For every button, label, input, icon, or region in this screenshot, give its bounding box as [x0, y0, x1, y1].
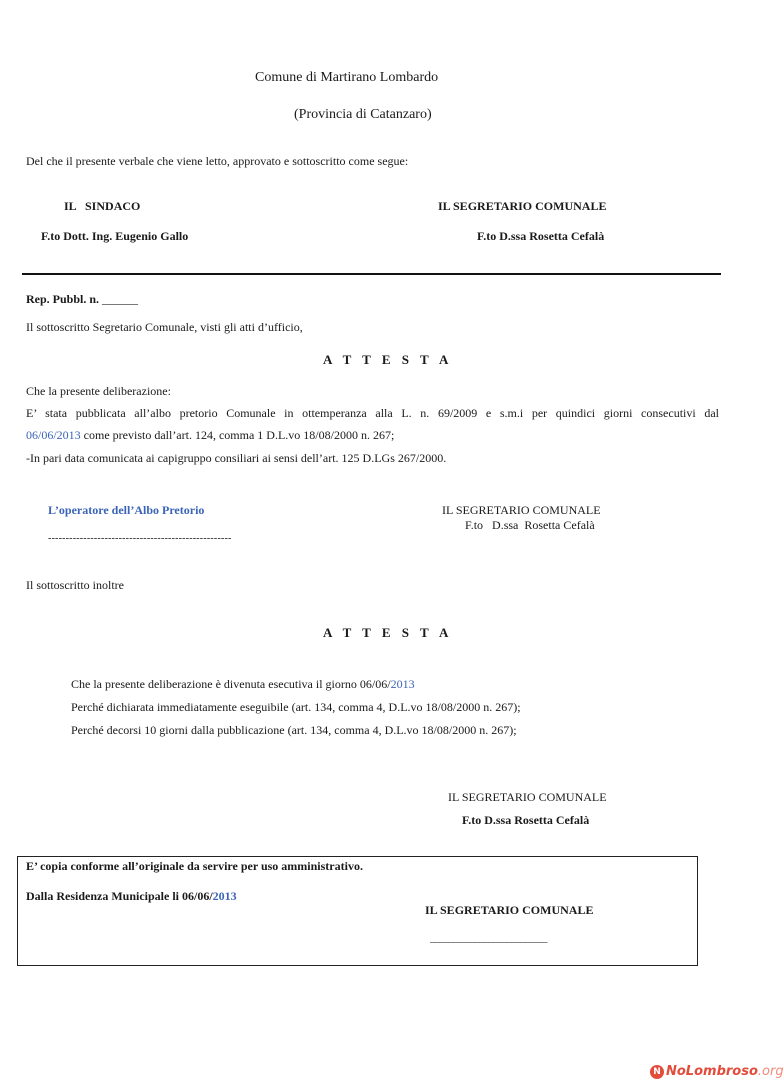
- residenza-line: [26, 889, 237, 904]
- esecutiva-line-2: Perché dichiarata immediatamente eseguibile (art. 134, comma 4, D.L.vo 18/08/2000 n. 267);: [71, 700, 521, 714]
- rep-blank: ______: [102, 292, 139, 306]
- intro-text: Del che il presente verbale che viene letto, approvato e sottoscritto come segue:: [26, 154, 409, 168]
- deliberazione-intro: Che la presente deliberazione:: [26, 384, 171, 398]
- watermark-brand: NoLombroso: [666, 1064, 758, 1079]
- rep-label: Rep. Pubbl. n.: [26, 292, 100, 306]
- divider-line: [22, 273, 721, 275]
- segretario-name-bottom: F.to D.ssa Rosetta Cefalà: [462, 813, 590, 827]
- deliberazione-line-1: E’ stata pubblicata all’albo pretorio Comunale in ottemperanza alla L. n. 69/2009 e s.m.i per quindici giorni consecutivi dal: [26, 406, 719, 420]
- segretario-name-mid: F.to D.ssa Rosetta Cefalà: [465, 518, 595, 532]
- segretario-title-bottom: IL SEGRETARIO COMUNALE: [448, 790, 607, 804]
- copia-signature-line: __________________________: [430, 933, 547, 944]
- visti-text: Il sottoscritto Segretario Comunale, visti gli atti d’ufficio,: [26, 320, 303, 334]
- inoltre-text: Il sottoscritto inoltre: [26, 578, 124, 592]
- attesta-heading-2: A T T E S T A: [323, 625, 453, 640]
- esecutiva-prefix: Che la presente deliberazione è divenuta esecutiva il giorno 06/06/: [71, 677, 391, 691]
- deliberazione-line-2-rest: come previsto dall’art. 124, comma 1 D.L.vo 18/08/2000 n. 267;: [80, 428, 395, 442]
- segretario-title-top: IL SEGRETARIO COMUNALE: [438, 199, 607, 213]
- copia-conforme-box: [17, 856, 698, 966]
- provincia-subtitle: (Provincia di Catanzaro): [294, 107, 432, 122]
- residenza-prefix: Dalla Residenza Municipale li 06/06/: [26, 889, 213, 903]
- deliberazione-line-2: [26, 428, 394, 443]
- comune-title: Comune di Martirano Lombardo: [255, 70, 439, 85]
- copia-segretario-title: IL SEGRETARIO COMUNALE: [425, 903, 594, 917]
- residenza-year: 2013: [212, 889, 237, 903]
- attesta-heading-1: A T T E S T A: [323, 352, 453, 367]
- segretario-title-mid: IL SEGRETARIO COMUNALE: [442, 503, 601, 517]
- operatore-label: L’operatore dell’Albo Pretorio: [48, 503, 205, 517]
- sindaco-title: IL SINDACO: [64, 199, 141, 213]
- deliberazione-line-3: -In pari data comunicata ai capigruppo consiliari ai sensi dell’art. 125 D.LGs 267/2000.: [26, 451, 447, 465]
- operatore-dashes: ----------------------------------------------------: [48, 533, 232, 544]
- deliberazione-date: 06/06/2013: [26, 428, 81, 442]
- segretario-name-top: F.to D.ssa Rosetta Cefalà: [477, 229, 605, 243]
- nolombroso-watermark: [650, 1064, 784, 1084]
- nolombroso-logo-icon: N: [650, 1065, 664, 1079]
- copia-line-1: E’ copia conforme all’originale da servire per uso amministrativo.: [26, 859, 363, 873]
- esecutiva-year: 2013: [390, 677, 415, 691]
- esecutiva-line-1: [71, 677, 415, 692]
- watermark-tld: .org: [757, 1064, 784, 1079]
- rep-pubbl: [26, 292, 138, 307]
- esecutiva-line-3: Perché decorsi 10 giorni dalla pubblicazione (art. 134, comma 4, D.L.vo 18/08/2000 n. 267);: [71, 723, 517, 737]
- sindaco-name: F.to Dott. Ing. Eugenio Gallo: [41, 229, 189, 243]
